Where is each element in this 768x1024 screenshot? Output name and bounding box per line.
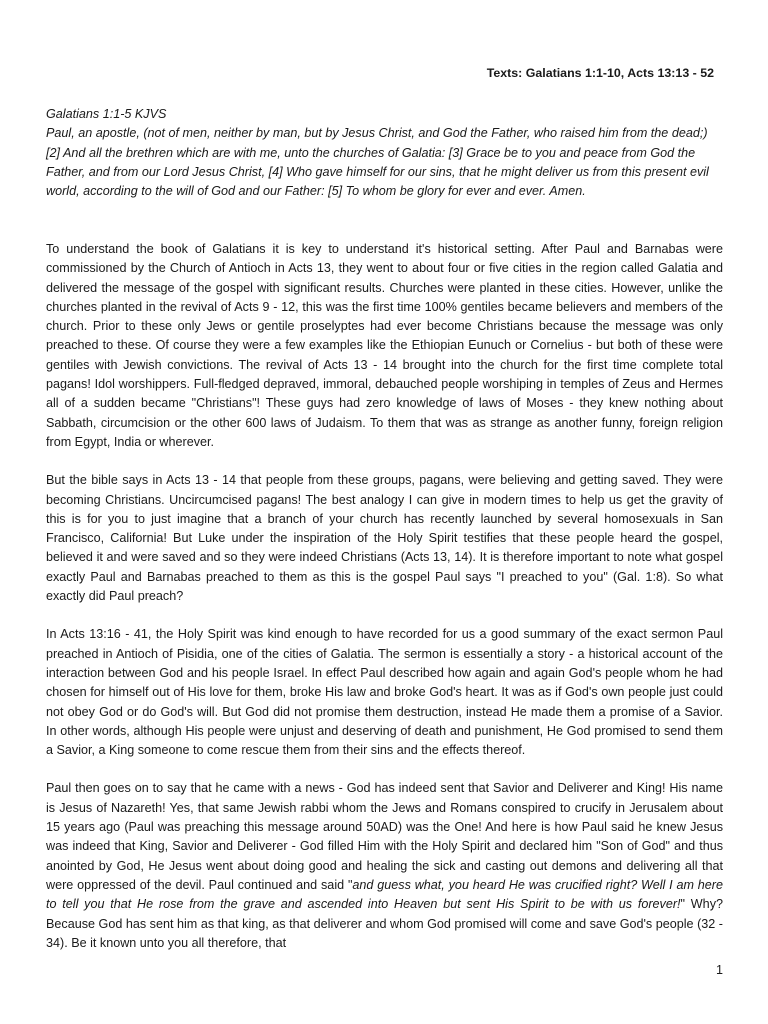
paragraph-text: Paul then goes on to say that he came with a news - God has indeed sent that Savior and Deliverer and King! His name is Jesus of Nazareth! Yes, that same Jewish rabbi whom the Jews and Romans conspired to crucify in Jerusalem about 15 years ago (Paul was preaching this message around 50AD) was the One! And here is how Paul said he knew Jesus was indeed that King, Savior and Deliverer - God filled Him with the Holy Spirit and declared him "Son of God" and thus anointed by God, He Jesus went about doing good and healing the sick and casting out demons and delivering all that were oppressed of the devil. Paul continued and said " <box>46 781 723 892</box>
scripture-reference: Galatians 1:1-5 KJVS <box>46 107 167 121</box>
paragraph-historical-setting: To understand the book of Galatians it is key to understand it's historical setting. After Paul and Barnabas were commissioned by the Church of Antioch in Acts 13, they went to about four or five cities in the region called Galatia and delivered the message of the gospel with significant results. Churches were planted in these cities. However, unlike the churches planted in the revival of Acts 9 - 12, this was the first time 100% gentiles became believers and members of the church. Prior to these only Jews or gentile proselyptes had ever become Christians because the message was only preached to these. Of course they were a few examples like the Ethiopian Eunuch or Cornelius - but both of these were gentiles with Jewish convictions. The revival of Acts 13 - 14 brought into the church for the first time complete total pagans! Idol worshippers. Full-fledged depraved, immoral, debauched people worshiping in temples of Zeus and Hermes all of a sudden became "Christians"! These guys had zero knowledge of laws of Moses - they knew nothing about Sabbath, circumcision or the other 600 laws of Judaism. To them that was as strange as another funny, foreign religion from Egypt, India or wherever. <box>46 242 723 449</box>
scripture-block <box>46 105 723 201</box>
paragraph-text: " Why? Because God has sent him as that king, as that deliverer and whom God promised will come and save God's people (32 - 34). Be it known unto you all therefore, that <box>46 897 723 950</box>
paragraph-sermon-summary: In Acts 13:16 - 41, the Holy Spirit was kind enough to have recorded for us a good summary of the exact sermon Paul preached in Antioch of Pisidia, one of the cities of Galatia. The sermon is essentially a story - a historical account of the interaction between God and his people Israel. In effect Paul described how again and again God's people whom he had chosen for himself out of His love for them, broke His law and broke God's heart. It was as if God's own people just could not obey God or do God's will. But God did not promise them destruction, instead He made them a promise of a Savior. In other words, although His people were unjust and deserving of death and punishment, He God promised to send them a Savior, a King someone to come rescue them from their sins and the effects thereof. <box>46 627 723 758</box>
paragraph-italic-quote: and guess what, you heard He was crucified right? Well I am here to tell you that He rose from the grave and ascended into Heaven but sent His Spirit to be with us forever! <box>46 877 723 912</box>
document-page <box>46 0 723 1024</box>
scripture-passage: Paul, an apostle, (not of men, neither by man, but by Jesus Christ, and God the Father, who raised him from the dead;) [2] And all the brethren which are with me, unto the churches of Galatia: [3] Grace be to you and peace from God the Father, and from our Lord Jesus Christ, [4] Who gave himself for our sins, that he might deliver us from this present evil world, according to the will of God and our Father: [5] To whom be glory for ever and ever. Amen. <box>46 126 709 199</box>
paragraph-news-of-savior <box>46 779 723 953</box>
page-number: 1 <box>715 963 723 977</box>
paragraph-pagans-saved: But the bible says in Acts 13 - 14 that people from these groups, pagans, were believing and getting saved. They were becoming Christians. Uncircumcised pagans! The best analogy I can give in modern times to help us get the gravity of this is for you to just imagine that a branch of your church has recently launched by several homosexuals in San Francisco, California! But Luke under the inspiration of the Holy Spirit testifies that these people heard the gospel, believed it and were saved and so they were indeed Christians (Acts 13, 14). It is therefore important to note what gospel exactly Paul and Barnabas preached to them as this is the gospel Paul says "I preached to you" (Gal. 1:8). So what exactly did Paul preach? <box>46 473 723 604</box>
texts-heading: Texts: Galatians 1:1-10, Acts 13:13 - 52 <box>486 66 714 80</box>
body-text <box>46 240 723 972</box>
